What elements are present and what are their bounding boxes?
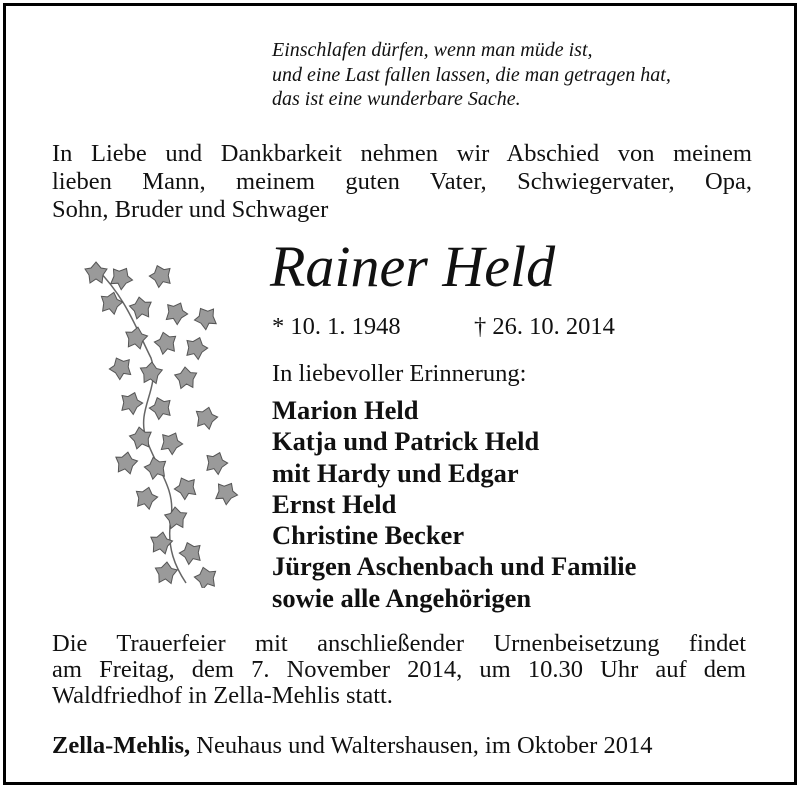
mourner-item: sowie alle Angehörigen bbox=[272, 582, 532, 613]
ivy-leaf bbox=[117, 389, 145, 416]
ivy-leaf bbox=[106, 263, 136, 292]
poem-line: das ist eine wunderbare Sache. bbox=[272, 88, 521, 110]
ivy-leaf bbox=[128, 295, 153, 320]
mourner-list bbox=[272, 395, 636, 614]
ivy-leaf bbox=[174, 366, 198, 389]
poem-line: und eine Last fallen lassen, die man getragen hat, bbox=[272, 63, 671, 86]
ivy-leaf bbox=[162, 298, 191, 326]
death-date: † 26. 10. 2014 bbox=[474, 313, 615, 340]
deceased-name: Rainer Held bbox=[270, 234, 556, 299]
service-line: am Freitag, dem 7. November 2014, um 10.30 Uhr auf dem bbox=[52, 656, 746, 683]
place-date-line bbox=[52, 732, 652, 760]
ivy-leaf bbox=[147, 394, 175, 421]
ivy-leaf bbox=[182, 334, 210, 361]
mourner-item: Christine Becker bbox=[272, 520, 465, 551]
ivy-leaves-icon bbox=[66, 258, 256, 588]
intro-line: In Liebe und Dankbarkeit nehmen wir Abschied von meinem bbox=[52, 140, 752, 167]
mourner-item: Jürgen Aschenbach und Familie bbox=[272, 551, 637, 582]
ivy-leaf bbox=[202, 449, 230, 476]
ivy-leaf bbox=[157, 428, 186, 456]
intro-line: lieben Mann, meinem guten Vater, Schwiegervater, Opa, bbox=[52, 168, 752, 195]
service-line: Waldfriedhof in Zella-Mehlis statt. bbox=[52, 682, 393, 709]
ivy-leaf bbox=[193, 565, 220, 588]
mourner-item: mit Hardy und Edgar bbox=[272, 457, 519, 488]
ivy-leaf bbox=[139, 361, 163, 384]
ivy-leaf bbox=[177, 539, 205, 566]
place-name: Zella-Mehlis, bbox=[52, 732, 191, 759]
ivy-leaf bbox=[153, 330, 180, 356]
memory-label: In liebevoller Erinnerung: bbox=[272, 360, 527, 387]
ivy-leaf bbox=[211, 478, 241, 507]
ivy-leaf bbox=[164, 506, 188, 529]
ivy-leaf bbox=[85, 262, 107, 283]
mourner-item: Katja und Patrick Held bbox=[272, 426, 540, 457]
intro-text bbox=[52, 140, 752, 224]
ivy-leaf bbox=[98, 290, 125, 316]
ivy-leaf bbox=[113, 450, 138, 475]
ivy-leaf bbox=[133, 485, 160, 511]
ivy-leaf bbox=[147, 262, 175, 289]
mourner-item: Ernst Held bbox=[272, 488, 397, 519]
poem-verse bbox=[272, 38, 671, 112]
poem-line: Einschlafen dürfen, wenn man müde ist, bbox=[272, 39, 593, 61]
ivy-leaf bbox=[171, 473, 200, 501]
service-line: Die Trauerfeier mit anschließender Urnenbeisetzung findet bbox=[52, 630, 746, 657]
ivy-leaf bbox=[154, 561, 178, 584]
birth-date: * 10. 1. 1948 bbox=[272, 313, 401, 340]
ivy-leaf bbox=[143, 455, 170, 481]
funeral-service-text bbox=[52, 631, 746, 709]
ivy-leaf bbox=[191, 303, 221, 332]
ivy-leaf bbox=[106, 353, 135, 381]
intro-line: Sohn, Bruder und Schwager bbox=[52, 196, 329, 223]
place-date-rest: Neuhaus und Waltershausen, im Oktober 2014 bbox=[190, 732, 653, 759]
mourner-item: Marion Held bbox=[272, 395, 419, 425]
ivy-leaf bbox=[193, 405, 220, 431]
